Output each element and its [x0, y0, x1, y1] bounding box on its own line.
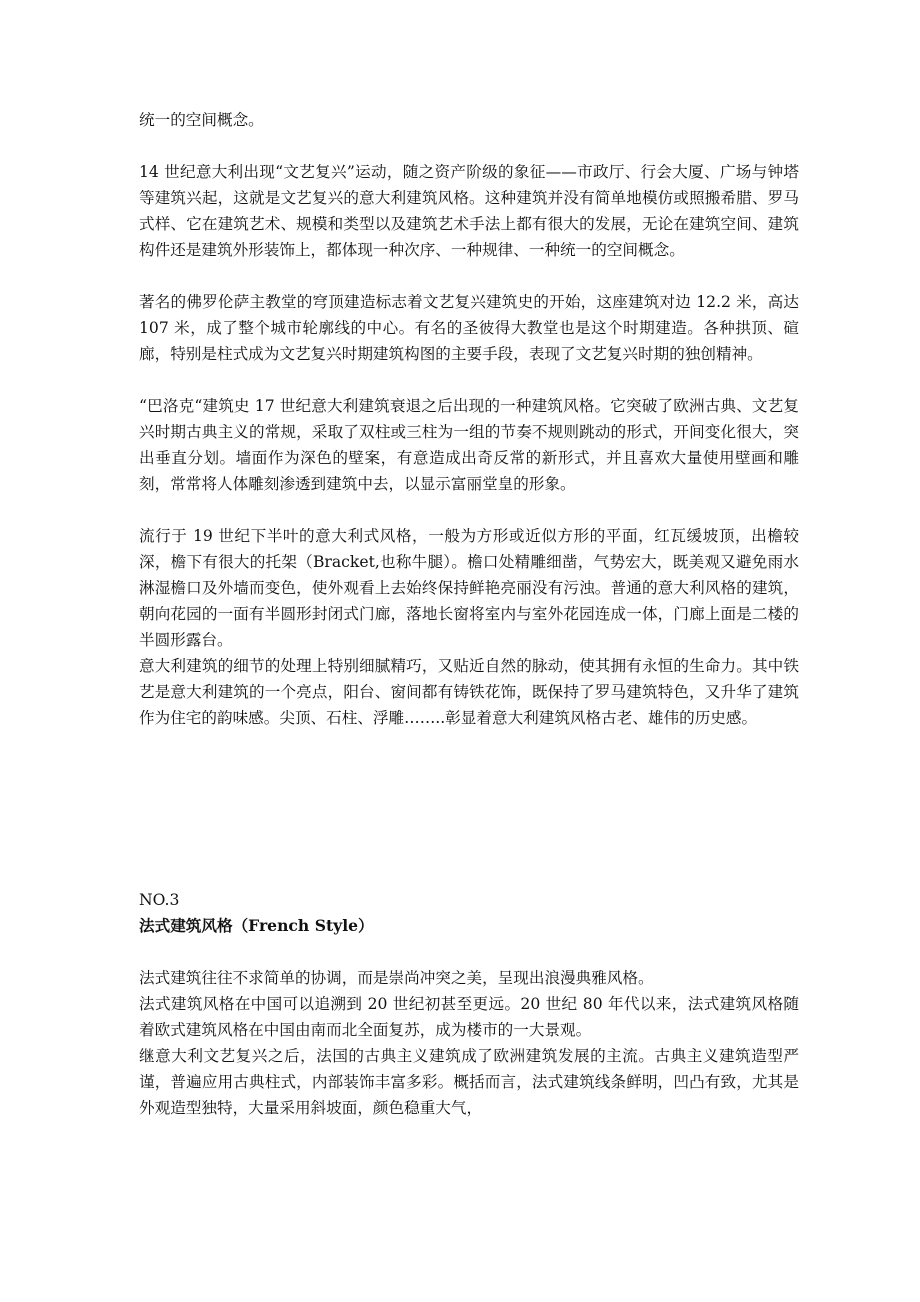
document-page [139, 107, 799, 1121]
section-gap [139, 731, 799, 887]
paragraph-gap [139, 497, 799, 523]
paragraph-italian-details: 意大利建筑的细节的处理上特别细腻精巧，又贴近自然的脉动，使其拥有永恒的生命力。其中铁艺是意大利建筑的一个亮点，阳台、窗间都有铸铁花饰，既保持了罗马建筑特色，又升华了建筑作为住宅的韵味感。尖顶、石柱、浮雕……..彰显着意大利建筑风格古老、雄伟的历史感。 [139, 657, 799, 727]
paragraph-french-classicism: 继意大利文艺复兴之后，法国的古典主义建筑成了欧洲建筑发展的主流。古典主义建筑造型严谨，普遍应用古典柱式，内部装饰丰富多彩。概括而言，法式建筑线条鲜明，凹凸有致，尤其是外观造型独特，大量采用斜坡面，颜色稳重大气， [139, 1047, 799, 1117]
paragraph-baroque: “巴洛克“建筑史 17 世纪意大利建筑衰退之后出现的一种建筑风格。它突破了欧洲古典、文艺复兴时期古典主义的常规，采取了双柱或三柱为一组的节奏不规则跳动的形式，开间变化很大，突出垂直分划。墙面作为深色的壁案，有意造成出奇反常的新形式，并且喜欢大量使用壁画和雕刻，常常将人体雕刻渗透到建筑中去，以显示富丽堂皇的形象。 [139, 397, 799, 493]
paragraph-gap [139, 367, 799, 393]
paragraph-italianate: 流行于 19 世纪下半叶的意大利式风格，一般为方形或近似方形的平面，红瓦缓坡顶，出檐较深，檐下有很大的托架（Bracket,也称牛腿）。檐口处精雕细凿，气势宏大，既美观又避免雨水淋湿檐口及外墙而变色，使外观看上去始终保持鲜艳亮丽没有污浊。普通的意大利风格的建筑，朝向花园的一面有半圆形封闭式门廊，落地长窗将室内与室外花园连成一体，门廊上面是二楼的半圆形露台。 [139, 527, 799, 649]
paragraph-french-intro: 法式建筑往往不求简单的协调，而是崇尚冲突之美，呈现出浪漫典雅风格。 [139, 969, 654, 987]
section-title: 法式建筑风格（French Style） [139, 916, 374, 935]
paragraph-gap [139, 133, 799, 159]
paragraph-french-history: 法式建筑风格在中国可以追溯到 20 世纪初甚至更远。20 世纪 80 年代以来，法式建筑风格随着欧式建筑风格在中国由南而北全面复苏，成为楼市的一大景观。 [139, 995, 799, 1039]
paragraph-intro-tail: 统一的空间概念。 [139, 111, 264, 129]
paragraph-gap [139, 939, 799, 965]
paragraph-florence-cathedral: 著名的佛罗伦萨主教堂的穹顶建造标志着文艺复兴建筑史的开始，这座建筑对边 12.2 米，高达 107 米，成了整个城市轮廓线的中心。有名的圣彼得大教堂也是这个时期建造。各种拱顶、碹廊，特别是柱式成为文艺复兴时期建筑构图的主要手段，表现了文艺复兴时期的独创精神。 [139, 293, 799, 363]
paragraph-renaissance: 14 世纪意大利出现“文艺复兴”运动，随之资产阶级的象征——市政厅、行会大厦、广场与钟塔等建筑兴起，这就是文艺复兴的意大利建筑风格。这种建筑并没有简单地模仿或照搬希腊、罗马式样、它在建筑艺术、规模和类型以及建筑艺术手法上都有很大的发展，无论在建筑空间、建筑构件还是建筑外形装饰上，都体现一种次序、一种规律、一种统一的空间概念。 [139, 163, 799, 259]
paragraph-gap [139, 263, 799, 289]
section-number: NO.3 [139, 891, 180, 909]
